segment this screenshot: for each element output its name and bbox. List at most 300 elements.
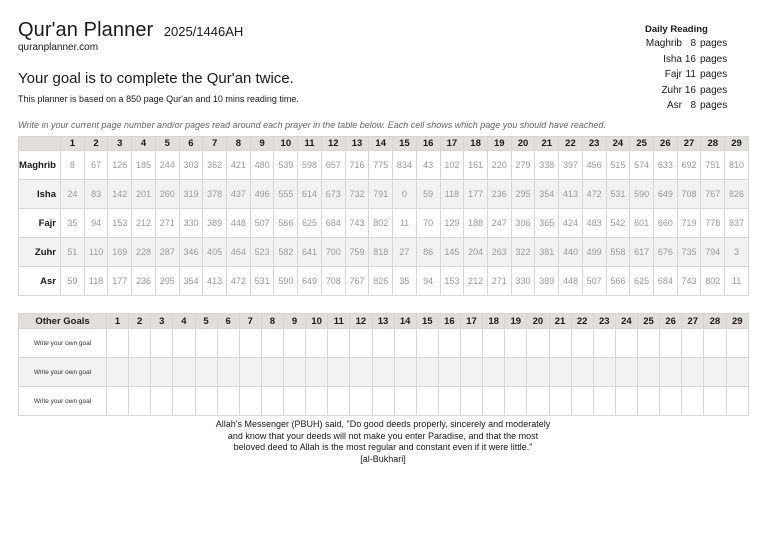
page-target-cell[interactable]: 437 <box>227 180 251 209</box>
day-header: 8 <box>227 137 251 151</box>
goal-checkbox-cell[interactable] <box>372 387 394 416</box>
page-target-cell[interactable]: 295 <box>155 267 179 296</box>
goal-checkbox-cell[interactable] <box>505 358 527 387</box>
page-target-cell[interactable]: 448 <box>227 209 251 238</box>
page-target-cell[interactable]: 464 <box>227 238 251 267</box>
daily-unit: pages <box>700 100 728 112</box>
goal-checkbox-cell[interactable] <box>350 387 372 416</box>
goal-checkbox-cell[interactable] <box>107 329 129 358</box>
page-target-cell[interactable]: 201 <box>132 180 156 209</box>
goal-checkbox-cell[interactable] <box>239 387 261 416</box>
page-target-cell[interactable]: 802 <box>701 267 725 296</box>
page-target-cell[interactable]: 735 <box>677 238 701 267</box>
goal-checkbox-cell[interactable] <box>461 387 483 416</box>
page-target-cell[interactable]: 794 <box>701 238 725 267</box>
day-header: 27 <box>677 137 701 151</box>
page-target-cell[interactable]: 161 <box>464 151 488 180</box>
page-target-cell[interactable]: 94 <box>416 267 440 296</box>
goal-checkbox-cell[interactable] <box>239 358 261 387</box>
day-header: 20 <box>511 137 535 151</box>
goal-checkbox-cell[interactable] <box>726 387 749 416</box>
page-target-cell[interactable]: 346 <box>179 238 203 267</box>
goal-checkbox-cell[interactable] <box>593 329 615 358</box>
day-header: 3 <box>151 314 173 329</box>
prayer-row <box>19 180 749 209</box>
page-target-cell[interactable]: 700 <box>321 238 345 267</box>
page-target-cell[interactable]: 24 <box>61 180 85 209</box>
goal-checkbox-cell[interactable] <box>328 358 350 387</box>
page-target-cell[interactable]: 641 <box>298 238 322 267</box>
page-target-cell[interactable]: 389 <box>535 267 559 296</box>
goal-checkbox-cell[interactable] <box>350 358 372 387</box>
goal-checkbox-cell[interactable] <box>416 329 438 358</box>
goal-checkbox-cell[interactable] <box>682 329 704 358</box>
day-header: 21 <box>535 137 559 151</box>
page-target-cell[interactable]: 287 <box>155 238 179 267</box>
day-header: 17 <box>440 137 464 151</box>
goal-checkbox-cell[interactable] <box>394 329 416 358</box>
page-target-cell[interactable]: 354 <box>179 267 203 296</box>
goal-checkbox-cell[interactable] <box>571 358 593 387</box>
goal-label[interactable]: Write your own goal <box>19 329 107 358</box>
page-target-cell[interactable]: 303 <box>179 151 203 180</box>
page-target-cell[interactable]: 531 <box>250 267 274 296</box>
page-target-cell[interactable]: 153 <box>440 267 464 296</box>
page-title: Qur'an Planner <box>18 19 154 41</box>
goal-checkbox-cell[interactable] <box>549 387 571 416</box>
daily-unit: pages <box>700 84 728 96</box>
page-target-cell[interactable]: 11 <box>725 267 749 296</box>
page-target-cell[interactable]: 228 <box>132 238 156 267</box>
goal-checkbox-cell[interactable] <box>151 358 173 387</box>
day-header: 10 <box>274 137 298 151</box>
page-target-cell[interactable]: 496 <box>250 180 274 209</box>
day-header: 5 <box>195 314 217 329</box>
page-target-cell[interactable]: 826 <box>369 267 393 296</box>
page-target-cell[interactable]: 818 <box>369 238 393 267</box>
page-target-cell[interactable]: 145 <box>440 238 464 267</box>
day-header: 20 <box>527 314 549 329</box>
page-target-cell[interactable]: 456 <box>582 151 606 180</box>
page-target-cell[interactable]: 51 <box>61 238 85 267</box>
goal-checkbox-cell[interactable] <box>306 358 328 387</box>
page-target-cell[interactable]: 319 <box>179 180 203 209</box>
page-target-cell[interactable]: 531 <box>606 180 630 209</box>
goal-checkbox-cell[interactable] <box>660 387 682 416</box>
goal-checkbox-cell[interactable] <box>306 329 328 358</box>
page-target-cell[interactable]: 118 <box>84 267 108 296</box>
goal-checkbox-cell[interactable] <box>483 358 505 387</box>
page-target-cell[interactable]: 397 <box>559 151 583 180</box>
page-target-cell[interactable]: 220 <box>487 151 511 180</box>
goal-checkbox-cell[interactable] <box>416 358 438 387</box>
page-target-cell[interactable]: 247 <box>487 209 511 238</box>
goal-checkbox-cell[interactable] <box>372 358 394 387</box>
goal-checkbox-cell[interactable] <box>173 387 195 416</box>
day-header: 2 <box>129 314 151 329</box>
day-header: 12 <box>321 137 345 151</box>
page-target-cell[interactable]: 271 <box>487 267 511 296</box>
page-target-cell[interactable]: 539 <box>274 151 298 180</box>
page-target-cell[interactable]: 126 <box>108 151 132 180</box>
page-target-cell[interactable]: 633 <box>653 151 677 180</box>
day-header: 24 <box>606 137 630 151</box>
goal-checkbox-cell[interactable] <box>129 329 151 358</box>
day-header: 17 <box>461 314 483 329</box>
goal-checkbox-cell[interactable] <box>438 358 460 387</box>
page-target-cell[interactable]: 657 <box>321 151 345 180</box>
day-header: 29 <box>725 137 749 151</box>
goal-checkbox-cell[interactable] <box>151 387 173 416</box>
daily-page-count: 11 <box>685 69 696 81</box>
page-target-cell[interactable]: 362 <box>203 151 227 180</box>
daily-reading-title: Daily Reading <box>645 24 708 35</box>
goal-checkbox-cell[interactable] <box>549 358 571 387</box>
page-target-cell[interactable]: 472 <box>582 180 606 209</box>
page-target-cell[interactable]: 708 <box>321 267 345 296</box>
page-target-cell[interactable]: 43 <box>416 151 440 180</box>
day-header: 8 <box>261 314 283 329</box>
goal-row <box>19 358 749 387</box>
page-target-cell[interactable]: 523 <box>250 238 274 267</box>
page-target-cell[interactable]: 499 <box>582 238 606 267</box>
goal-checkbox-cell[interactable] <box>217 387 239 416</box>
page-target-cell[interactable]: 177 <box>108 267 132 296</box>
page-target-cell[interactable]: 448 <box>559 267 583 296</box>
page-target-cell[interactable]: 177 <box>464 180 488 209</box>
goal-checkbox-cell[interactable] <box>615 329 637 358</box>
page-target-cell[interactable]: 322 <box>511 238 535 267</box>
page-target-cell[interactable]: 67 <box>84 151 108 180</box>
goal-checkbox-cell[interactable] <box>527 358 549 387</box>
page-target-cell[interactable]: 440 <box>559 238 583 267</box>
day-header: 14 <box>369 137 393 151</box>
day-header: 5 <box>155 137 179 151</box>
page-target-cell[interactable]: 413 <box>559 180 583 209</box>
daily-unit: pages <box>700 38 728 50</box>
goal-checkbox-cell[interactable] <box>438 387 460 416</box>
goal-checkbox-cell[interactable] <box>284 329 306 358</box>
page-target-cell[interactable]: 204 <box>464 238 488 267</box>
day-header: 26 <box>653 137 677 151</box>
page-target-cell[interactable]: 791 <box>369 180 393 209</box>
page-target-cell[interactable]: 566 <box>606 267 630 296</box>
page-target-cell[interactable]: 35 <box>393 267 417 296</box>
goal-checkbox-cell[interactable] <box>239 329 261 358</box>
page-target-cell[interactable]: 212 <box>464 267 488 296</box>
page-target-cell[interactable]: 244 <box>155 151 179 180</box>
goal-checkbox-cell[interactable] <box>372 329 394 358</box>
page-target-cell[interactable]: 582 <box>274 238 298 267</box>
page-target-cell[interactable]: 381 <box>535 238 559 267</box>
goal-checkbox-cell[interactable] <box>173 329 195 358</box>
daily-reading-row <box>620 36 733 52</box>
page-target-cell[interactable]: 826 <box>725 180 749 209</box>
goal-checkbox-cell[interactable] <box>660 329 682 358</box>
page-target-cell[interactable]: 614 <box>298 180 322 209</box>
day-header: 2 <box>84 137 108 151</box>
page-target-cell[interactable]: 480 <box>250 151 274 180</box>
page-target-cell[interactable]: 598 <box>298 151 322 180</box>
goal-checkbox-cell[interactable] <box>682 358 704 387</box>
page-target-cell[interactable]: 405 <box>203 238 227 267</box>
page-target-cell[interactable]: 542 <box>606 209 630 238</box>
page-target-cell[interactable]: 566 <box>274 209 298 238</box>
goal-checkbox-cell[interactable] <box>527 387 549 416</box>
page-target-cell[interactable]: 617 <box>630 238 654 267</box>
goal-checkbox-cell[interactable] <box>638 358 660 387</box>
page-target-cell[interactable]: 3 <box>725 238 749 267</box>
goal-checkbox-cell[interactable] <box>593 358 615 387</box>
page-target-cell[interactable]: 778 <box>701 209 725 238</box>
page-target-cell[interactable]: 424 <box>559 209 583 238</box>
day-header: 18 <box>464 137 488 151</box>
planner-basis-note: This planner is based on a 850 page Qur'an and 10 mins reading time. <box>18 94 299 104</box>
page-target-cell[interactable]: 601 <box>630 209 654 238</box>
page-target-cell[interactable]: 837 <box>725 209 749 238</box>
page-target-cell[interactable]: 625 <box>298 209 322 238</box>
goal-checkbox-cell[interactable] <box>217 329 239 358</box>
page-target-cell[interactable]: 330 <box>511 267 535 296</box>
goal-checkbox-cell[interactable] <box>660 358 682 387</box>
instruction-text: Write in your current page number and/or pages read around each prayer in the table below. Each cell shows which page you should have reached. <box>18 120 606 130</box>
page-target-cell[interactable]: 759 <box>345 238 369 267</box>
page-target-cell[interactable]: 590 <box>630 180 654 209</box>
goal-checkbox-cell[interactable] <box>394 387 416 416</box>
year-label: 2025/1446AH <box>163 24 244 39</box>
goal-row <box>19 387 749 416</box>
page-target-cell[interactable]: 142 <box>108 180 132 209</box>
goal-checkbox-cell[interactable] <box>726 358 749 387</box>
page-target-cell[interactable]: 389 <box>203 209 227 238</box>
goal-checkbox-cell[interactable] <box>195 387 217 416</box>
goal-checkbox-cell[interactable] <box>483 329 505 358</box>
page-target-cell[interactable]: 732 <box>345 180 369 209</box>
goal-label[interactable]: Write your own goal <box>19 358 107 387</box>
page-target-cell[interactable]: 751 <box>701 151 725 180</box>
page-target-cell[interactable]: 378 <box>203 180 227 209</box>
page-target-cell[interactable]: 767 <box>701 180 725 209</box>
daily-prayer-name: Asr <box>667 100 682 112</box>
goal-checkbox-cell[interactable] <box>638 329 660 358</box>
goal-checkbox-cell[interactable] <box>438 329 460 358</box>
goal-checkbox-cell[interactable] <box>416 387 438 416</box>
day-header: 9 <box>284 314 306 329</box>
day-header: 16 <box>438 314 460 329</box>
daily-unit: pages <box>700 53 728 65</box>
quote-line: beloved deed to Allah is the most regular and constant even if it were little." <box>233 442 533 452</box>
page-target-cell[interactable]: 8 <box>61 151 85 180</box>
goal-checkbox-cell[interactable] <box>527 329 549 358</box>
page-target-cell[interactable]: 279 <box>511 151 535 180</box>
page-target-cell[interactable]: 810 <box>725 151 749 180</box>
goal-checkbox-cell[interactable] <box>549 329 571 358</box>
day-header: 23 <box>593 314 615 329</box>
day-header: 21 <box>549 314 571 329</box>
page-target-cell[interactable]: 574 <box>630 151 654 180</box>
page-target-cell[interactable]: 555 <box>274 180 298 209</box>
page-target-cell[interactable]: 11 <box>393 209 417 238</box>
day-header: 11 <box>328 314 350 329</box>
page-target-cell[interactable]: 472 <box>227 267 251 296</box>
other-goals-table <box>18 313 749 416</box>
goal-checkbox-cell[interactable] <box>261 387 283 416</box>
daily-page-count: 8 <box>690 100 696 112</box>
goal-checkbox-cell[interactable] <box>704 358 726 387</box>
page-target-cell[interactable]: 59 <box>61 267 85 296</box>
day-header: 25 <box>638 314 660 329</box>
goal-checkbox-cell[interactable] <box>505 329 527 358</box>
goal-checkbox-cell[interactable] <box>461 358 483 387</box>
page-target-cell[interactable]: 673 <box>321 180 345 209</box>
day-header: 9 <box>250 137 274 151</box>
goal-checkbox-cell[interactable] <box>107 358 129 387</box>
goal-checkbox-cell[interactable] <box>195 329 217 358</box>
page-target-cell[interactable]: 118 <box>440 180 464 209</box>
page-target-cell[interactable]: 716 <box>345 151 369 180</box>
goal-checkbox-cell[interactable] <box>615 387 637 416</box>
page-target-cell[interactable]: 708 <box>677 180 701 209</box>
day-header: 14 <box>394 314 416 329</box>
page-target-cell[interactable]: 263 <box>487 238 511 267</box>
prayer-label: Zuhr <box>19 238 61 267</box>
page-target-cell[interactable]: 676 <box>653 238 677 267</box>
goal-label[interactable]: Write your own goal <box>19 387 107 416</box>
goal-checkbox-cell[interactable] <box>394 358 416 387</box>
page-target-cell[interactable]: 295 <box>511 180 535 209</box>
goal-checkbox-cell[interactable] <box>505 387 527 416</box>
page-target-cell[interactable]: 558 <box>606 238 630 267</box>
day-header: 10 <box>306 314 328 329</box>
day-header: 1 <box>107 314 129 329</box>
page-target-cell[interactable]: 507 <box>582 267 606 296</box>
goal-checkbox-cell[interactable] <box>173 358 195 387</box>
hadith-quote <box>168 419 598 465</box>
page-target-cell[interactable]: 306 <box>511 209 535 238</box>
goal-checkbox-cell[interactable] <box>726 329 749 358</box>
page-target-cell[interactable]: 649 <box>298 267 322 296</box>
goal-checkbox-cell[interactable] <box>284 358 306 387</box>
page-target-cell[interactable]: 483 <box>582 209 606 238</box>
goal-checkbox-cell[interactable] <box>306 387 328 416</box>
page-target-cell[interactable]: 86 <box>416 238 440 267</box>
goal-checkbox-cell[interactable] <box>261 358 283 387</box>
page-target-cell[interactable]: 802 <box>369 209 393 238</box>
daily-page-count: 8 <box>690 38 696 50</box>
prayer-label: Fajr <box>19 209 61 238</box>
page-target-cell[interactable]: 684 <box>653 267 677 296</box>
page-target-cell[interactable]: 110 <box>84 238 108 267</box>
goal-checkbox-cell[interactable] <box>129 387 151 416</box>
goal-checkbox-cell[interactable] <box>571 387 593 416</box>
day-header: 16 <box>416 137 440 151</box>
prayer-label: Isha <box>19 180 61 209</box>
goal-checkbox-cell[interactable] <box>704 387 726 416</box>
page-target-cell[interactable]: 743 <box>345 209 369 238</box>
goal-checkbox-cell[interactable] <box>328 329 350 358</box>
daily-page-count: 16 <box>684 84 696 96</box>
page-target-cell[interactable]: 684 <box>321 209 345 238</box>
goal-checkbox-cell[interactable] <box>350 329 372 358</box>
page-target-cell[interactable]: 271 <box>155 209 179 238</box>
goal-checkbox-cell[interactable] <box>704 329 726 358</box>
page-target-cell[interactable]: 236 <box>132 267 156 296</box>
page-target-cell[interactable]: 338 <box>535 151 559 180</box>
page-target-cell[interactable]: 169 <box>108 238 132 267</box>
page-target-cell[interactable]: 102 <box>440 151 464 180</box>
page-target-cell[interactable]: 129 <box>440 209 464 238</box>
page-target-cell[interactable]: 515 <box>606 151 630 180</box>
goal-checkbox-cell[interactable] <box>328 387 350 416</box>
page-target-cell[interactable]: 834 <box>393 151 417 180</box>
goal-checkbox-cell[interactable] <box>129 358 151 387</box>
page-target-cell[interactable]: 236 <box>487 180 511 209</box>
day-header: 27 <box>682 314 704 329</box>
prayer-row <box>19 151 749 180</box>
goal-checkbox-cell[interactable] <box>483 387 505 416</box>
day-header: 18 <box>483 314 505 329</box>
goal-checkbox-cell[interactable] <box>195 358 217 387</box>
goal-checkbox-cell[interactable] <box>593 387 615 416</box>
day-header: 19 <box>505 314 527 329</box>
day-header: 26 <box>660 314 682 329</box>
page-target-cell[interactable]: 413 <box>203 267 227 296</box>
goal-checkbox-cell[interactable] <box>461 329 483 358</box>
page-target-cell[interactable]: 153 <box>108 209 132 238</box>
goal-checkbox-cell[interactable] <box>682 387 704 416</box>
page-target-cell[interactable]: 625 <box>630 267 654 296</box>
page-target-cell[interactable]: 719 <box>677 209 701 238</box>
page-target-cell[interactable]: 649 <box>653 180 677 209</box>
page-target-cell[interactable]: 775 <box>369 151 393 180</box>
page-target-cell[interactable]: 743 <box>677 267 701 296</box>
page-target-cell[interactable]: 70 <box>416 209 440 238</box>
goal-checkbox-cell[interactable] <box>151 329 173 358</box>
page-target-cell[interactable]: 692 <box>677 151 701 180</box>
page-target-cell[interactable]: 660 <box>653 209 677 238</box>
page-target-cell[interactable]: 27 <box>393 238 417 267</box>
page-target-cell[interactable]: 59 <box>416 180 440 209</box>
goal-checkbox-cell[interactable] <box>261 329 283 358</box>
goal-checkbox-cell[interactable] <box>107 387 129 416</box>
page-target-cell[interactable]: 507 <box>250 209 274 238</box>
page-target-cell[interactable]: 330 <box>179 209 203 238</box>
prayer-row <box>19 267 749 296</box>
day-header: 15 <box>393 137 417 151</box>
goal-checkbox-cell[interactable] <box>217 358 239 387</box>
page-target-cell[interactable]: 188 <box>464 209 488 238</box>
page-target-cell[interactable]: 260 <box>155 180 179 209</box>
page-target-cell[interactable]: 365 <box>535 209 559 238</box>
page-target-cell[interactable]: 94 <box>84 209 108 238</box>
page-target-cell[interactable]: 0 <box>393 180 417 209</box>
day-header: 4 <box>132 137 156 151</box>
page-target-cell[interactable]: 35 <box>61 209 85 238</box>
page-target-cell[interactable]: 212 <box>132 209 156 238</box>
goal-heading: Your goal is to complete the Qur'an twice. <box>18 70 294 87</box>
page-target-cell[interactable]: 354 <box>535 180 559 209</box>
page-target-cell[interactable]: 185 <box>132 151 156 180</box>
page-target-cell[interactable]: 421 <box>227 151 251 180</box>
goal-checkbox-cell[interactable] <box>615 358 637 387</box>
page-target-cell[interactable]: 83 <box>84 180 108 209</box>
goal-checkbox-cell[interactable] <box>284 387 306 416</box>
goal-checkbox-cell[interactable] <box>571 329 593 358</box>
page-target-cell[interactable]: 590 <box>274 267 298 296</box>
page-target-cell[interactable]: 767 <box>345 267 369 296</box>
day-header: 6 <box>217 314 239 329</box>
goal-checkbox-cell[interactable] <box>638 387 660 416</box>
